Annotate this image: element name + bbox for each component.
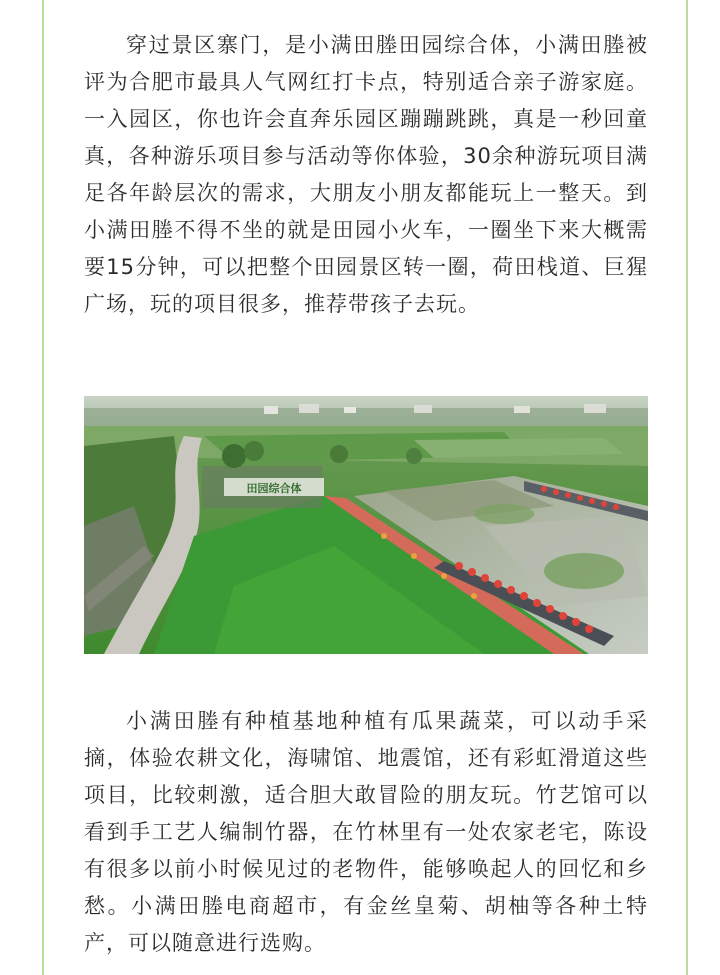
left-border-line — [42, 0, 44, 975]
right-border-line — [686, 0, 688, 975]
aerial-park-photo — [84, 396, 648, 654]
park-sign-text: 田园综合体 — [246, 482, 302, 495]
article-paragraph-2: 小满田塍有种植基地种植有瓜果蔬菜，可以动手采摘，体验农耕文化，海啸馆、地震馆，还有彩虹滑道这些项目，比较刺激，适合胆大敢冒险的朋友玩。竹艺馆可以看到手工艺人编制竹器，在竹林里有一处农家老宅，陈设有很多以前小时候见过的老物件，能够唤起人的回忆和乡愁。小满田塍电商超市，有金丝皇菊、胡柚等各种土特产，可以随意进行选购。 — [84, 709, 648, 955]
article-paragraph-1: 穿过景区寨门，是小满田塍田园综合体，小满田塍被评为合肥市最具人气网红打卡点，特别适合亲子游家庭。一入园区，你也许会直奔乐园区蹦蹦跳跳，真是一秒回童真，各种游乐项目参与活动等你体验，30余种游玩项目满足各年龄层次的需求，大朋友小朋友都能玩上一整天。到小满田塍不得不坐的就是田园小火车，一圈坐下来大概需要15分钟，可以把整个田园景区转一圈，荷田栈道、巨猩广场，玩的项目很多，推荐带孩子去玩。 — [84, 33, 648, 316]
